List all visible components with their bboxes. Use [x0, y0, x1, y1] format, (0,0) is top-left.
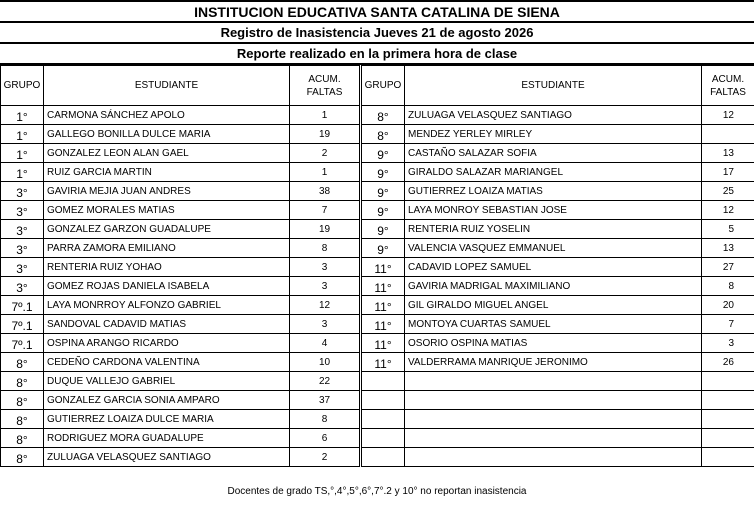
table-row: [362, 315, 754, 334]
table-header-row: [1, 66, 360, 106]
cell-estudiante: VALENCIA VASQUEZ EMMANUEL: [405, 239, 702, 258]
table-row: [362, 258, 754, 277]
table-row: [1, 391, 360, 410]
cell-estudiante: MENDEZ YERLEY MIRLEY: [405, 125, 702, 144]
cell-estudiante: [405, 429, 702, 448]
cell-grupo: [362, 372, 405, 391]
cell-grupo: 3°: [1, 220, 44, 239]
cell-grupo: 3°: [1, 239, 44, 258]
cell-estudiante: GONZALEZ GARZON GUADALUPE: [44, 220, 290, 239]
cell-estudiante: GUTIERREZ LOAIZA DULCE MARIA: [44, 410, 290, 429]
cell-faltas: 1: [290, 163, 360, 182]
cell-faltas: 25: [702, 182, 754, 201]
table-row: [1, 372, 360, 391]
cell-faltas: 3: [290, 277, 360, 296]
cell-faltas: 37: [290, 391, 360, 410]
column-header-faltas: [702, 66, 754, 106]
cell-faltas: 8: [290, 410, 360, 429]
cell-estudiante: LAYA MONRROY ALFONZO GABRIEL: [44, 296, 290, 315]
table-header-row: [362, 66, 754, 106]
cell-faltas: 19: [290, 125, 360, 144]
cell-estudiante: SANDOVAL CADAVID MATIAS: [44, 315, 290, 334]
column-header-estudiante: ESTUDIANTE: [405, 66, 702, 106]
faltas-header-line2: FALTAS: [306, 86, 343, 98]
table-row: [362, 429, 754, 448]
cell-faltas: 20: [702, 296, 754, 315]
cell-faltas: 4: [290, 334, 360, 353]
cell-estudiante: [405, 448, 702, 467]
cell-grupo: 8°: [1, 448, 44, 467]
cell-faltas: 13: [702, 239, 754, 258]
table-row: [1, 106, 360, 125]
cell-faltas: 3: [702, 334, 754, 353]
cell-grupo: 7º.1: [1, 296, 44, 315]
table-row: [1, 410, 360, 429]
faltas-header-line2: FALTAS: [710, 86, 746, 98]
cell-estudiante: RODRIGUEZ MORA GUADALUPE: [44, 429, 290, 448]
school-title: INSTITUCION EDUCATIVA SANTA CATALINA DE SIENA: [0, 0, 754, 23]
table-row: [1, 182, 360, 201]
reporte-subtitle: Reporte realizado en la primera hora de clase: [0, 44, 754, 65]
cell-estudiante: [405, 372, 702, 391]
table-row: [1, 258, 360, 277]
table-body-left: [1, 106, 360, 467]
cell-estudiante: OSPINA ARANGO RICARDO: [44, 334, 290, 353]
cell-estudiante: [405, 410, 702, 429]
registro-title: Registro de Inasistencia Jueves 21 de agosto 2026: [0, 23, 754, 44]
cell-grupo: 1°: [1, 106, 44, 125]
table-row: [1, 144, 360, 163]
cell-faltas: [702, 391, 754, 410]
cell-estudiante: [405, 391, 702, 410]
cell-estudiante: GONZALEZ LEON ALAN GAEL: [44, 144, 290, 163]
table-row: [362, 353, 754, 372]
table-row: [1, 448, 360, 467]
cell-estudiante: PARRA ZAMORA EMILIANO: [44, 239, 290, 258]
cell-faltas: [702, 372, 754, 391]
cell-grupo: 3°: [1, 277, 44, 296]
cell-grupo: 11°: [362, 334, 405, 353]
table-row: [362, 372, 754, 391]
cell-grupo: 8°: [362, 106, 405, 125]
cell-grupo: [362, 429, 405, 448]
column-header-estudiante: ESTUDIANTE: [44, 66, 290, 106]
attendance-table-left: [0, 65, 360, 467]
cell-estudiante: RENTERIA RUIZ YOSELIN: [405, 220, 702, 239]
cell-grupo: 11°: [362, 353, 405, 372]
table-row: [1, 334, 360, 353]
cell-grupo: 7º.1: [1, 315, 44, 334]
cell-faltas: 7: [702, 315, 754, 334]
table-row: [1, 429, 360, 448]
cell-grupo: 9°: [362, 163, 405, 182]
cell-grupo: 3°: [1, 201, 44, 220]
cell-estudiante: GONZALEZ GARCIA SONIA AMPARO: [44, 391, 290, 410]
cell-grupo: 1°: [1, 163, 44, 182]
cell-estudiante: MONTOYA CUARTAS SAMUEL: [405, 315, 702, 334]
cell-estudiante: VALDERRAMA MANRIQUE JERONIMO: [405, 353, 702, 372]
cell-estudiante: GIRALDO SALAZAR MARIANGEL: [405, 163, 702, 182]
cell-estudiante: LAYA MONROY SEBASTIAN JOSE: [405, 201, 702, 220]
table-row: [1, 315, 360, 334]
cell-grupo: 11°: [362, 258, 405, 277]
faltas-header-line1: ACUM.: [308, 73, 341, 85]
column-header-grupo: GRUPO: [1, 66, 44, 106]
table-row: [362, 277, 754, 296]
column-header-grupo: GRUPO: [362, 66, 405, 106]
cell-faltas: 17: [702, 163, 754, 182]
faltas-header-line1: ACUM.: [711, 73, 745, 85]
table-row: [1, 220, 360, 239]
table-row: [362, 144, 754, 163]
cell-grupo: 8°: [1, 391, 44, 410]
table-row: [1, 353, 360, 372]
table-row: [362, 106, 754, 125]
table-body-right: [362, 106, 754, 467]
table-row: [362, 391, 754, 410]
cell-estudiante: ZULUAGA VELASQUEZ SANTIAGO: [405, 106, 702, 125]
cell-faltas: [702, 448, 754, 467]
table-row: [1, 239, 360, 258]
cell-estudiante: GAVIRIA MADRIGAL MAXIMILIANO: [405, 277, 702, 296]
cell-grupo: [362, 391, 405, 410]
cell-grupo: 8°: [1, 353, 44, 372]
table-row: [362, 220, 754, 239]
cell-estudiante: CADAVID LOPEZ SAMUEL: [405, 258, 702, 277]
cell-grupo: 8°: [1, 410, 44, 429]
table-row: [362, 201, 754, 220]
table-row: [362, 239, 754, 258]
cell-faltas: 6: [290, 429, 360, 448]
cell-faltas: 7: [290, 201, 360, 220]
cell-grupo: 9°: [362, 144, 405, 163]
table-row: [362, 296, 754, 315]
cell-estudiante: GOMEZ MORALES MATIAS: [44, 201, 290, 220]
cell-grupo: 3°: [1, 182, 44, 201]
cell-faltas: 26: [702, 353, 754, 372]
table-row: [1, 277, 360, 296]
cell-grupo: 8°: [1, 429, 44, 448]
cell-estudiante: CARMONA SÁNCHEZ APOLO: [44, 106, 290, 125]
footer-note: Docentes de grado TS,°,4°,5°,6°,7°.2 y 10° no reportan inasistencia: [227, 486, 527, 497]
cell-faltas: 19: [290, 220, 360, 239]
cell-estudiante: CEDEÑO CARDONA VALENTINA: [44, 353, 290, 372]
cell-faltas: 2: [290, 448, 360, 467]
cell-grupo: 1°: [1, 125, 44, 144]
cell-faltas: [702, 429, 754, 448]
cell-grupo: 11°: [362, 315, 405, 334]
cell-grupo: 9°: [362, 182, 405, 201]
table-row: [362, 334, 754, 353]
cell-estudiante: GIL GIRALDO MIGUEL ANGEL: [405, 296, 702, 315]
cell-estudiante: GAVIRIA MEJIA JUAN ANDRES: [44, 182, 290, 201]
table-row: [1, 201, 360, 220]
cell-faltas: 10: [290, 353, 360, 372]
table-row: [362, 410, 754, 429]
cell-grupo: 8°: [362, 125, 405, 144]
cell-faltas: 27: [702, 258, 754, 277]
cell-estudiante: GUTIERREZ LOAIZA MATIAS: [405, 182, 702, 201]
cell-faltas: 8: [702, 277, 754, 296]
table-row: [1, 125, 360, 144]
cell-estudiante: CASTAÑO SALAZAR SOFIA: [405, 144, 702, 163]
cell-grupo: 11°: [362, 296, 405, 315]
cell-estudiante: OSORIO OSPINA MATIAS: [405, 334, 702, 353]
cell-grupo: 8°: [1, 372, 44, 391]
cell-estudiante: DUQUE VALLEJO GABRIEL: [44, 372, 290, 391]
cell-grupo: 1°: [1, 144, 44, 163]
cell-faltas: 13: [702, 144, 754, 163]
cell-faltas: [702, 125, 754, 144]
cell-faltas: 22: [290, 372, 360, 391]
cell-grupo: 3°: [1, 258, 44, 277]
cell-faltas: 12: [702, 106, 754, 125]
cell-estudiante: RENTERIA RUIZ YOHAO: [44, 258, 290, 277]
cell-grupo: [362, 448, 405, 467]
cell-grupo: [362, 410, 405, 429]
cell-estudiante: RUIZ GARCIA MARTIN: [44, 163, 290, 182]
cell-faltas: [702, 410, 754, 429]
cell-faltas: 12: [290, 296, 360, 315]
cell-estudiante: GALLEGO BONILLA DULCE MARIA: [44, 125, 290, 144]
cell-grupo: 9°: [362, 220, 405, 239]
cell-faltas: 38: [290, 182, 360, 201]
cell-faltas: 5: [702, 220, 754, 239]
table-row: [362, 182, 754, 201]
cell-grupo: 7º.1: [1, 334, 44, 353]
attendance-table-right: [361, 65, 754, 467]
cell-grupo: 11°: [362, 277, 405, 296]
cell-grupo: 9°: [362, 201, 405, 220]
table-row: [362, 163, 754, 182]
table-row: [362, 125, 754, 144]
cell-faltas: 1: [290, 106, 360, 125]
cell-faltas: 8: [290, 239, 360, 258]
cell-faltas: 12: [702, 201, 754, 220]
cell-faltas: 2: [290, 144, 360, 163]
cell-grupo: 9°: [362, 239, 405, 258]
cell-faltas: 3: [290, 315, 360, 334]
cell-estudiante: GOMEZ ROJAS DANIELA ISABELA: [44, 277, 290, 296]
column-header-faltas: [290, 66, 360, 106]
cell-estudiante: ZULUAGA VELASQUEZ SANTIAGO: [44, 448, 290, 467]
table-row: [1, 163, 360, 182]
table-row: [362, 448, 754, 467]
table-row: [1, 296, 360, 315]
cell-faltas: 3: [290, 258, 360, 277]
